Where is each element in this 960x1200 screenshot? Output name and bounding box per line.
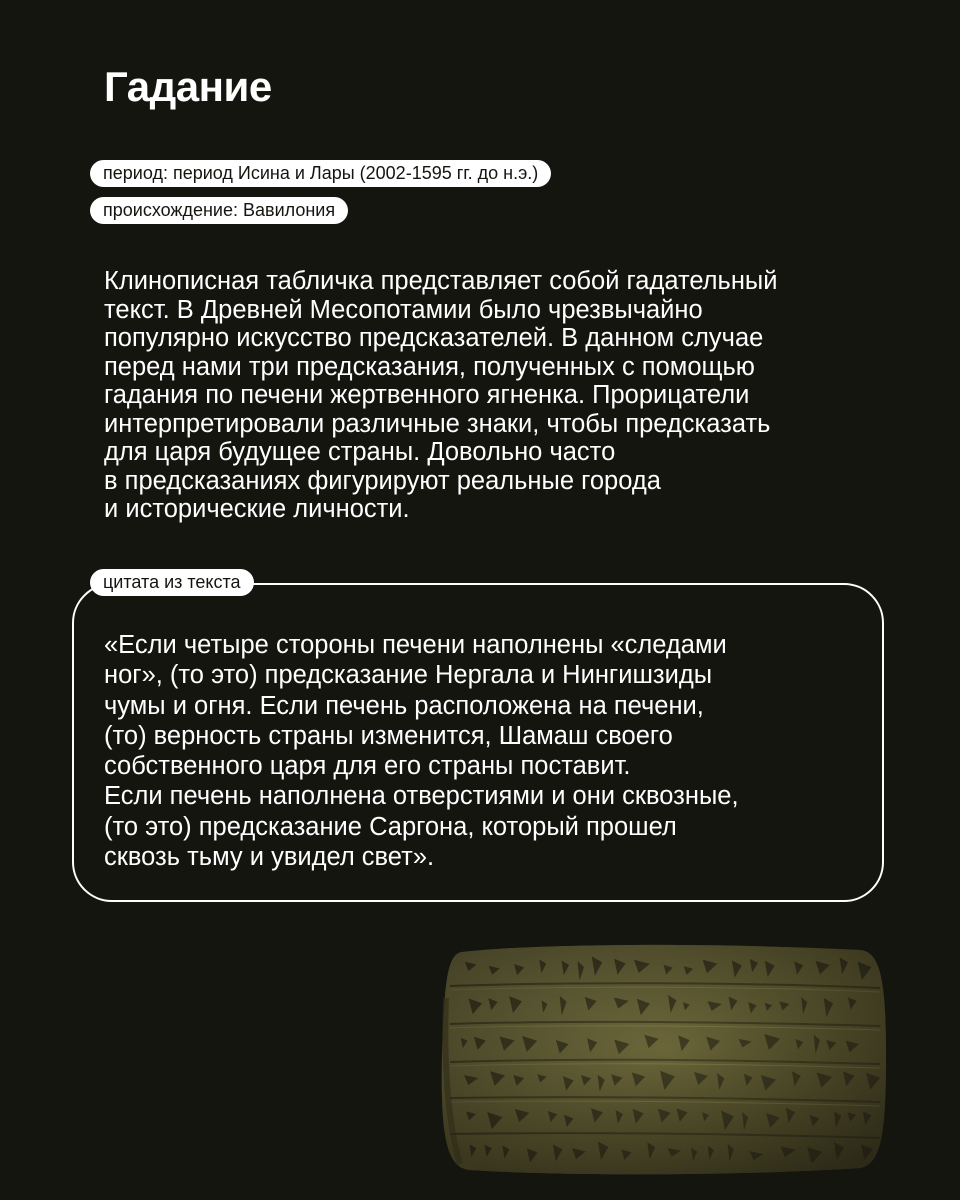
quote-line: ног», (то это) предсказание Нергала и Нингишзиды	[104, 661, 713, 690]
page-title: Гадание	[104, 63, 272, 110]
description-line: гадания по печени жертвенного ягненка. Прорицатели	[104, 381, 750, 409]
period-tag: период: период Исина и Лары (2002-1595 гг. до н.э.)	[90, 160, 551, 187]
quote-line: (то) верность страны изменится, Шамаш своего	[104, 721, 673, 750]
quote-line: (то это) предсказание Саргона, который прошел	[104, 812, 677, 841]
description-line: перед нами три предсказания, полученных с помощью	[104, 352, 755, 381]
quote-line: собственного царя для его страны поставит.	[104, 752, 631, 781]
description-line: Клинописная табличка представляет собой гадательный	[104, 267, 778, 295]
quote-line: Если печень наполнена отверстиями и они сквозные,	[104, 782, 739, 811]
quote-line: сквозь тьму и увидел свет».	[104, 843, 435, 872]
description-line: популярно искусство предсказателей. В данном случае	[104, 324, 764, 352]
quote-text	[104, 630, 864, 872]
origin-tag: происхождение: Вавилония	[90, 197, 348, 224]
description-line: текст. В Древней Месопотамии было чрезвычайно	[104, 295, 703, 324]
description	[104, 267, 894, 524]
quote-label: цитата из текста	[90, 569, 254, 596]
description-line: и исторические личности.	[104, 495, 410, 523]
quote-line: чумы и огня. Если печень расположена на печени,	[104, 691, 704, 720]
quote-line: «Если четыре стороны печени наполнены «следами	[104, 631, 727, 659]
description-line: в предсказаниях фигурируют реальные города	[104, 466, 661, 495]
description-line: для царя будущее страны. Довольно часто	[104, 438, 616, 466]
cuneiform-tablet-image	[440, 938, 886, 1176]
description-line: интерпретировали различные знаки, чтобы предсказать	[104, 409, 771, 438]
